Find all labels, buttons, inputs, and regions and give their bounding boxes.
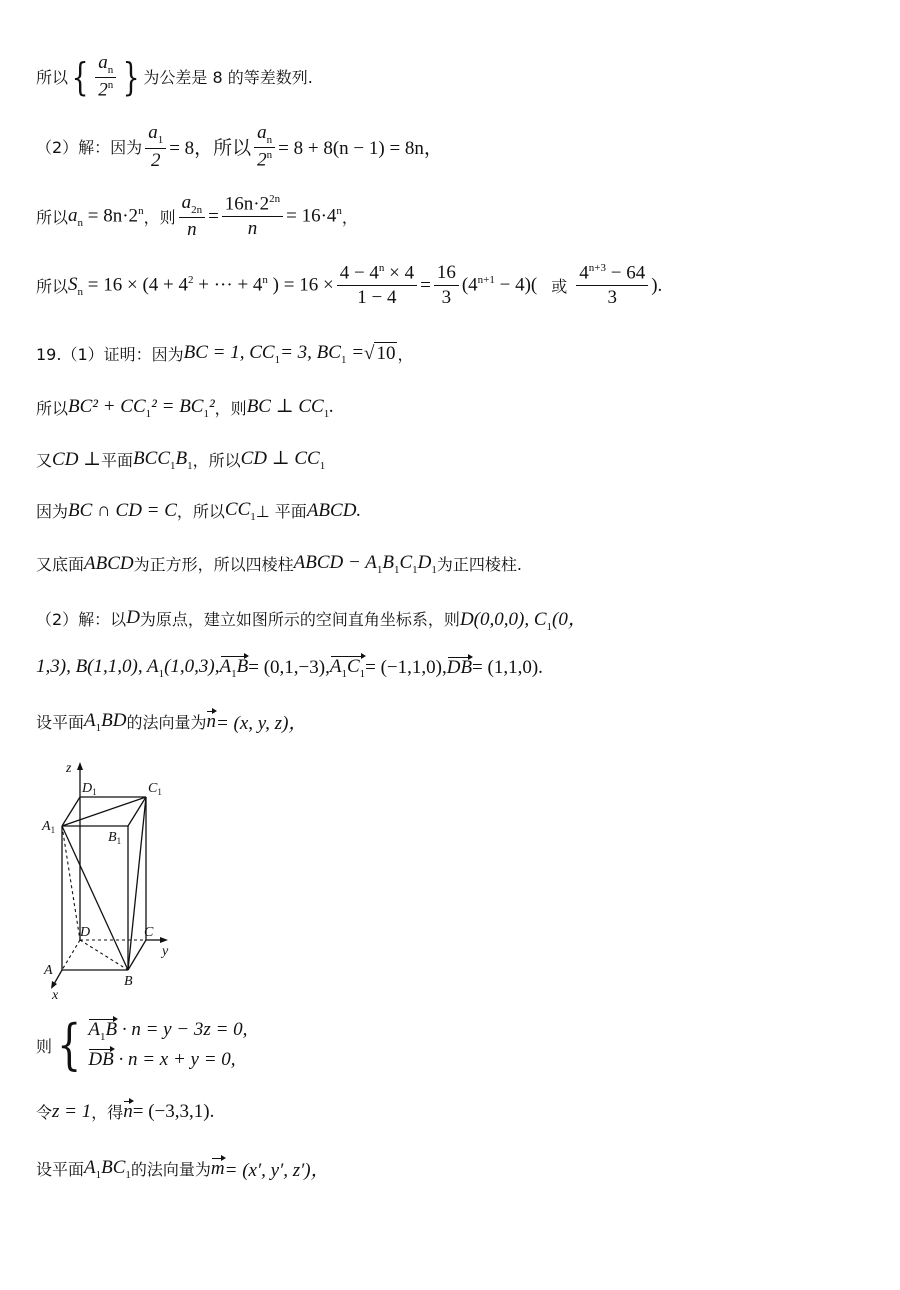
vector-m: m — [210, 1157, 225, 1179]
edge-a1-b — [62, 826, 128, 970]
prism-figure — [38, 752, 188, 1002]
label-c: C — [144, 925, 154, 940]
text: 为公差是 8 的等差数列. — [143, 68, 313, 88]
x-axis — [54, 970, 62, 984]
math: CD ⊥ — [52, 448, 102, 470]
label-d1: $D_1$ — [82, 781, 97, 797]
left-brace: { — [71, 54, 89, 99]
math: $a_n$ — [68, 204, 84, 229]
line-arith-seq — [36, 52, 313, 102]
text: = 8 + 8(n − 1) = 8n， — [278, 138, 443, 160]
label-b1: $B_1$ — [108, 830, 122, 846]
math: CD ⊥ $CC_1$ — [240, 448, 326, 472]
math: ABCD — [84, 552, 134, 574]
text: 所以 — [36, 277, 69, 296]
vector-db: DB — [446, 656, 473, 678]
system-row-2: DB · n = x + y = 0, — [88, 1048, 236, 1070]
math: $BC^2 + CC_1^2 = BC_1^2$ — [68, 395, 215, 420]
fraction-an-over-2n: $\frac{a_n}{2^n}$ — [95, 52, 116, 102]
hidden-a1-d — [62, 826, 80, 940]
hidden-d-a — [62, 940, 80, 970]
line-part2-start — [36, 122, 443, 172]
math: z = 1 — [52, 1100, 92, 1122]
label-x: x — [52, 988, 59, 1002]
math: 1,3), B(1,1,0), $A_1(1,0,3)$, — [36, 656, 220, 680]
text: ，则 — [143, 208, 176, 228]
math: $S_n$ — [68, 273, 84, 298]
math: = $16 \times (4 + 4^2$ + ··· + $4^n$ ) = 16 × — [87, 274, 334, 296]
part-label: （2）解：因为 — [36, 138, 143, 158]
edge-a1-d1 — [62, 797, 80, 826]
edge-a1-c1 — [62, 797, 146, 826]
question-label: 19.（1）证明：因为 — [36, 345, 184, 365]
text: = 8，所以 — [169, 138, 252, 160]
fraction-alt-form: $\frac{4^{n+3} - 64}{3}$ — [576, 262, 648, 309]
y-arrow-icon — [160, 937, 168, 943]
math: BC = 1, $CC_1= 3$, $BC_1$ = — [183, 342, 365, 366]
line-sum-formula: 所以 $S_n$ = $16 \times (4 + 4^2$ + ··· + $4^n$ ) = 16 × $\frac{4 - 4^n \times 4}{1 - 4}$ = $\frac{16}{3}$ $(4^{n+1} - 4)$( 或 $\frac{4^{n+3} - 64}{3}$ ). — [36, 262, 663, 309]
sqrt-10: √ 10 — [364, 343, 396, 365]
math: D(0,0,0), $C_1(0$， — [459, 609, 587, 633]
line-coordinate-system: （2）解：以 D 为原点，建立如图所示的空间直角坐标系，则 D(0,0,0), $C_1(0$， — [36, 604, 587, 633]
math: $(4^{n+1} - 4)$( — [461, 274, 538, 296]
fraction-a1-over-2: $\frac{a_1}{2}$ — [145, 122, 166, 171]
line-prism: 又底面 ABCD 为正方形，所以四棱柱 ABCD − $A_1B_1C_1D_1$ 为正四棱柱. — [36, 552, 522, 576]
text: 所以 — [36, 208, 69, 228]
line-normal-n: 设平面 $A_1BD$ 的法向量为 n = (x, y, z)， — [36, 709, 308, 734]
line-cd-perp: 又 CD ⊥ 平面 $BCC_1B_1$ ，所以 CD ⊥ $CC_1$ — [36, 447, 326, 472]
fraction-geo-sum: $\frac{4 - 4^n \times 4}{1 - 4}$ — [337, 262, 417, 309]
line-cc1-perp: 因为 BC ∩ CD = C ，所以 $CC_1$ ⊥ 平面 ABCD. — [36, 499, 362, 523]
vector-n-result: n — [123, 1100, 133, 1122]
line-an-formula: 所以 $a_n$ = $8n\cdot 2^n$ ，则 $\frac{a_{2n}}{n}$ = $\frac{16n\cdot 2^{2n}}{n}$ = $16\cdot 4^n$ ， — [36, 192, 358, 241]
line-q19-start: 19.（1）证明：因为 BC = 1, $CC_1= 3$, $BC_1$ = √ 10 ， — [36, 342, 414, 366]
label-c1: $C_1$ — [148, 781, 162, 797]
fraction-an-over-2n-b: $\frac{a_n}{2^n}$ — [254, 122, 275, 172]
label-z: z — [66, 761, 72, 776]
label-y: y — [162, 944, 169, 959]
vector-a1b: $A_1B$ — [219, 656, 249, 680]
math: D — [126, 607, 140, 629]
label-a: A — [44, 963, 53, 978]
math: $A_1BD$ — [84, 709, 127, 734]
text: 所以 — [36, 68, 69, 88]
fraction-a2n-over-n: $\frac{a_{2n}}{n}$ — [179, 192, 206, 241]
label-a1: $A_1$ — [42, 819, 56, 835]
fraction-16-over-3: $\frac{16}{3}$ — [434, 262, 459, 309]
math: ABCD − $A_1B_1C_1D_1$ — [293, 552, 437, 576]
line-pythagoras: 所以 $BC^2 + CC_1^2 = BC_1^2$ ，则 BC ⊥ $CC_1$. — [36, 395, 334, 420]
math: $CC_1$ — [224, 499, 256, 523]
label-d: D — [80, 925, 91, 940]
math: $BCC_1B_1$ — [133, 447, 193, 472]
math: BC ∩ CD = C — [68, 499, 177, 521]
vector-a1c1: $A_1C_1$ — [329, 656, 366, 680]
math: = $8n\cdot 2^n$ — [87, 205, 144, 227]
label-b: B — [124, 974, 133, 989]
vector-n: n — [206, 710, 216, 732]
right-brace: } — [122, 54, 140, 99]
system-row-1: $A_1B \cdot n = y - 3z = 0$, — [88, 1019, 248, 1043]
math: ABCD. — [306, 499, 362, 521]
math: = $16\cdot 4^n$ — [286, 205, 342, 227]
math: BC ⊥ $CC_1$. — [246, 396, 334, 420]
line-normal-m: 设平面 $A_1BC_1$ 的法向量为 m = (x′, y′, z′)， — [36, 1156, 330, 1181]
line-solve-n: 令 z = 1 ，得 n = (−3,3,1). — [36, 1100, 215, 1122]
line-system: 则 { $A_1B \cdot n = y - 3z = 0$, DB · n = x + y = 0, — [36, 1013, 248, 1076]
line-vectors: 1,3), B(1,1,0), $A_1(1,0,3)$, $A_1B$ = (0,1,−3), $A_1C_1$ = (−1,1,0), DB = (1,1,0). — [36, 656, 543, 680]
fraction-16n-22n-over-n: $\frac{16n\cdot 2^{2n}}{n}$ — [222, 193, 283, 240]
equation-system: { $A_1B \cdot n = y - 3z = 0$, DB · n = x + y = 0, — [57, 1013, 248, 1076]
z-arrow-icon — [77, 762, 83, 770]
math: $A_1BC_1$ — [84, 1156, 131, 1181]
